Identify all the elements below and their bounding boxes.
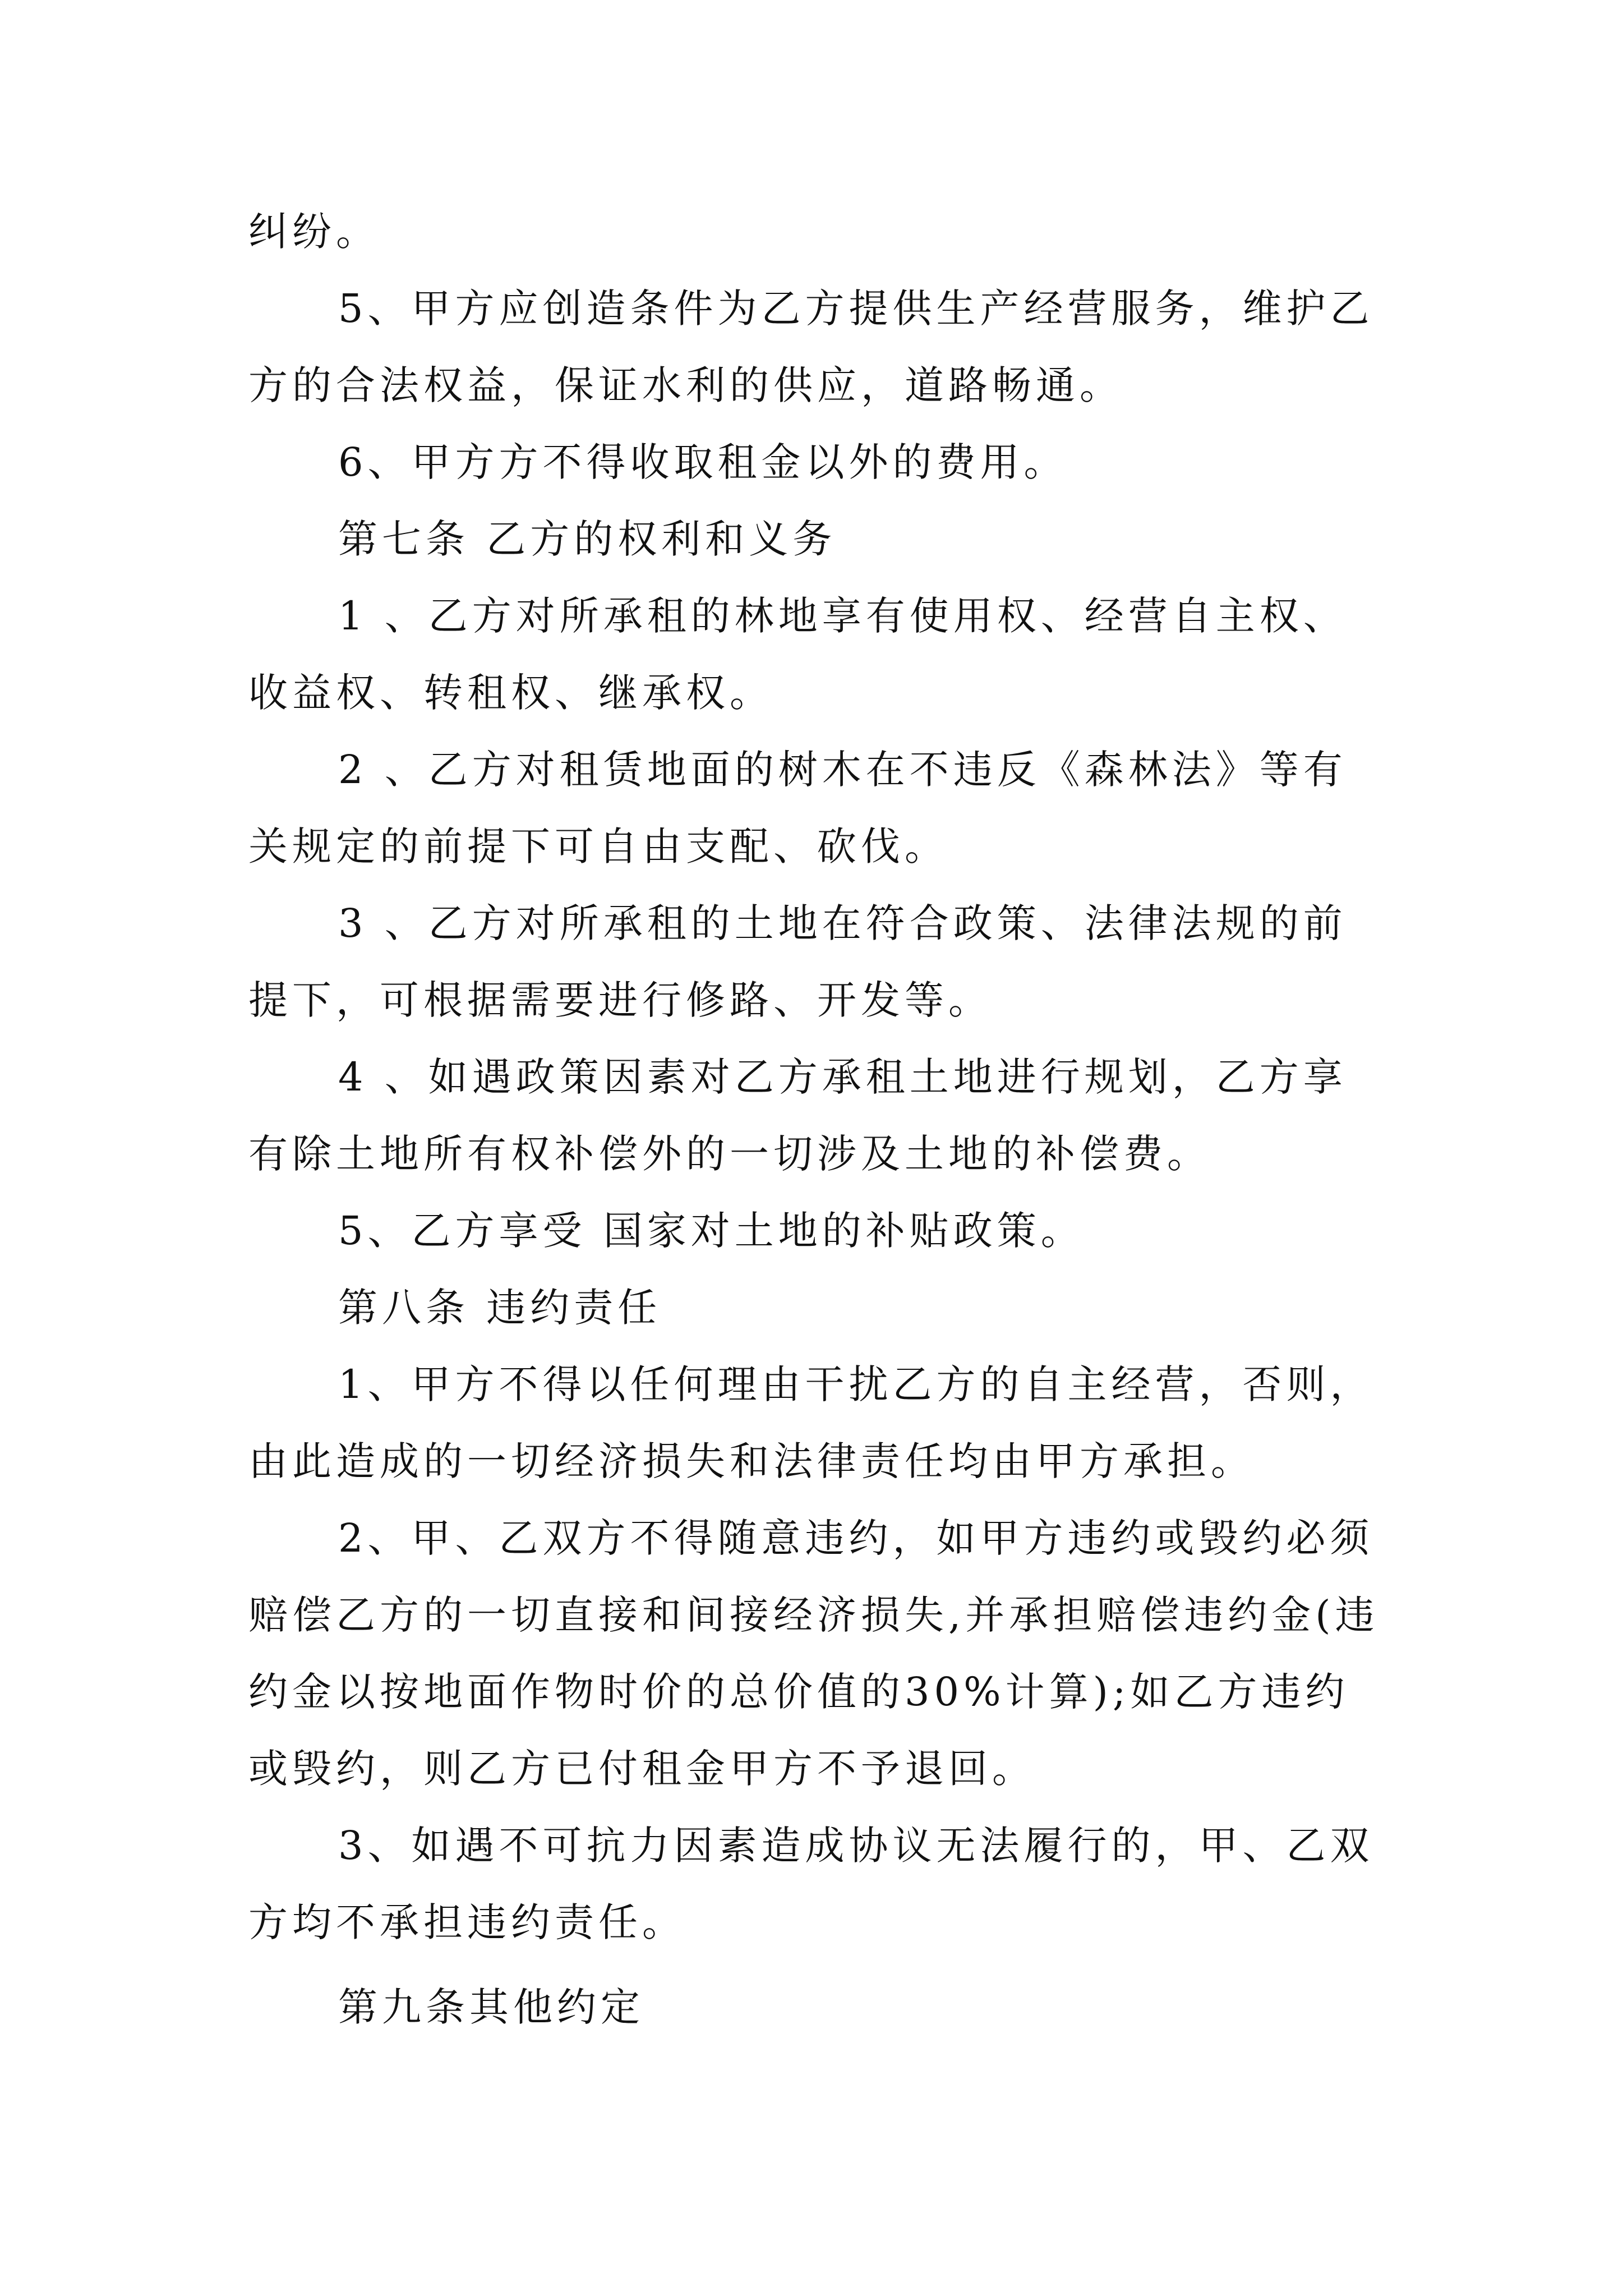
paragraph-party-b-rights-3: 3 、乙方对所承租的土地在符合政策、法律法规的前提下，可根据需要进行修路、开发等。	[248, 900, 1347, 1023]
paragraph-liability-2: 2、甲、乙双方不得随意违约，如甲方违约或毁约必须赔偿乙方的一切直接和间接经济损失,并承担赔偿违约金(违约金以按地面作物时价的总价值的30%计算);如乙方违约或毁约，则乙方已付租金甲方不予退回。	[248, 1515, 1379, 1792]
paragraph-party-a-service: 5、甲方应创造条件为乙方提供生产经营服务，维护乙方的合法权益，保证水利的供应，道路畅通。	[248, 286, 1374, 408]
article-8-heading: 第八条 违约责任	[338, 1285, 662, 1331]
paragraph-party-b-rights-1: 1 、乙方对所承租的林地享有使用权、经营自主权、收益权、转租权、继承权。	[248, 593, 1347, 716]
paragraph-party-b-rights-2: 2 、乙方对租赁地面的树木在不违反《森林法》等有关规定的前提下可自由支配、砍伐。	[248, 747, 1347, 869]
paragraph-liability-3: 3、如遇不可抗力因素造成协议无法履行的，甲、乙双方均不承担违约责任。	[248, 1823, 1374, 1945]
paragraph-party-a-no-fees: 6、甲方方不得收取租金以外的费用。	[338, 439, 1068, 485]
article-9-heading: 第九条其他约定	[338, 1984, 644, 2030]
document-body	[248, 194, 1381, 2046]
paragraph-party-b-rights-4: 4 、如遇政策因素对乙方承租土地进行规划，乙方享有除土地所有权补偿外的一切涉及土地的补偿费。	[248, 1054, 1347, 1177]
article-7-heading: 第七条 乙方的权利和义务	[338, 516, 837, 562]
paragraph-liability-1: 1、甲方不得以任何理由干扰乙方的自主经营，否则，由此造成的一切经济损失和法律责任均由甲方承担。	[248, 1361, 1374, 1484]
paragraph-party-b-rights-5: 5、乙方享受 国家对土地的补贴政策。	[338, 1208, 1085, 1254]
paragraph-disputes-end: 纠纷。	[248, 209, 380, 255]
